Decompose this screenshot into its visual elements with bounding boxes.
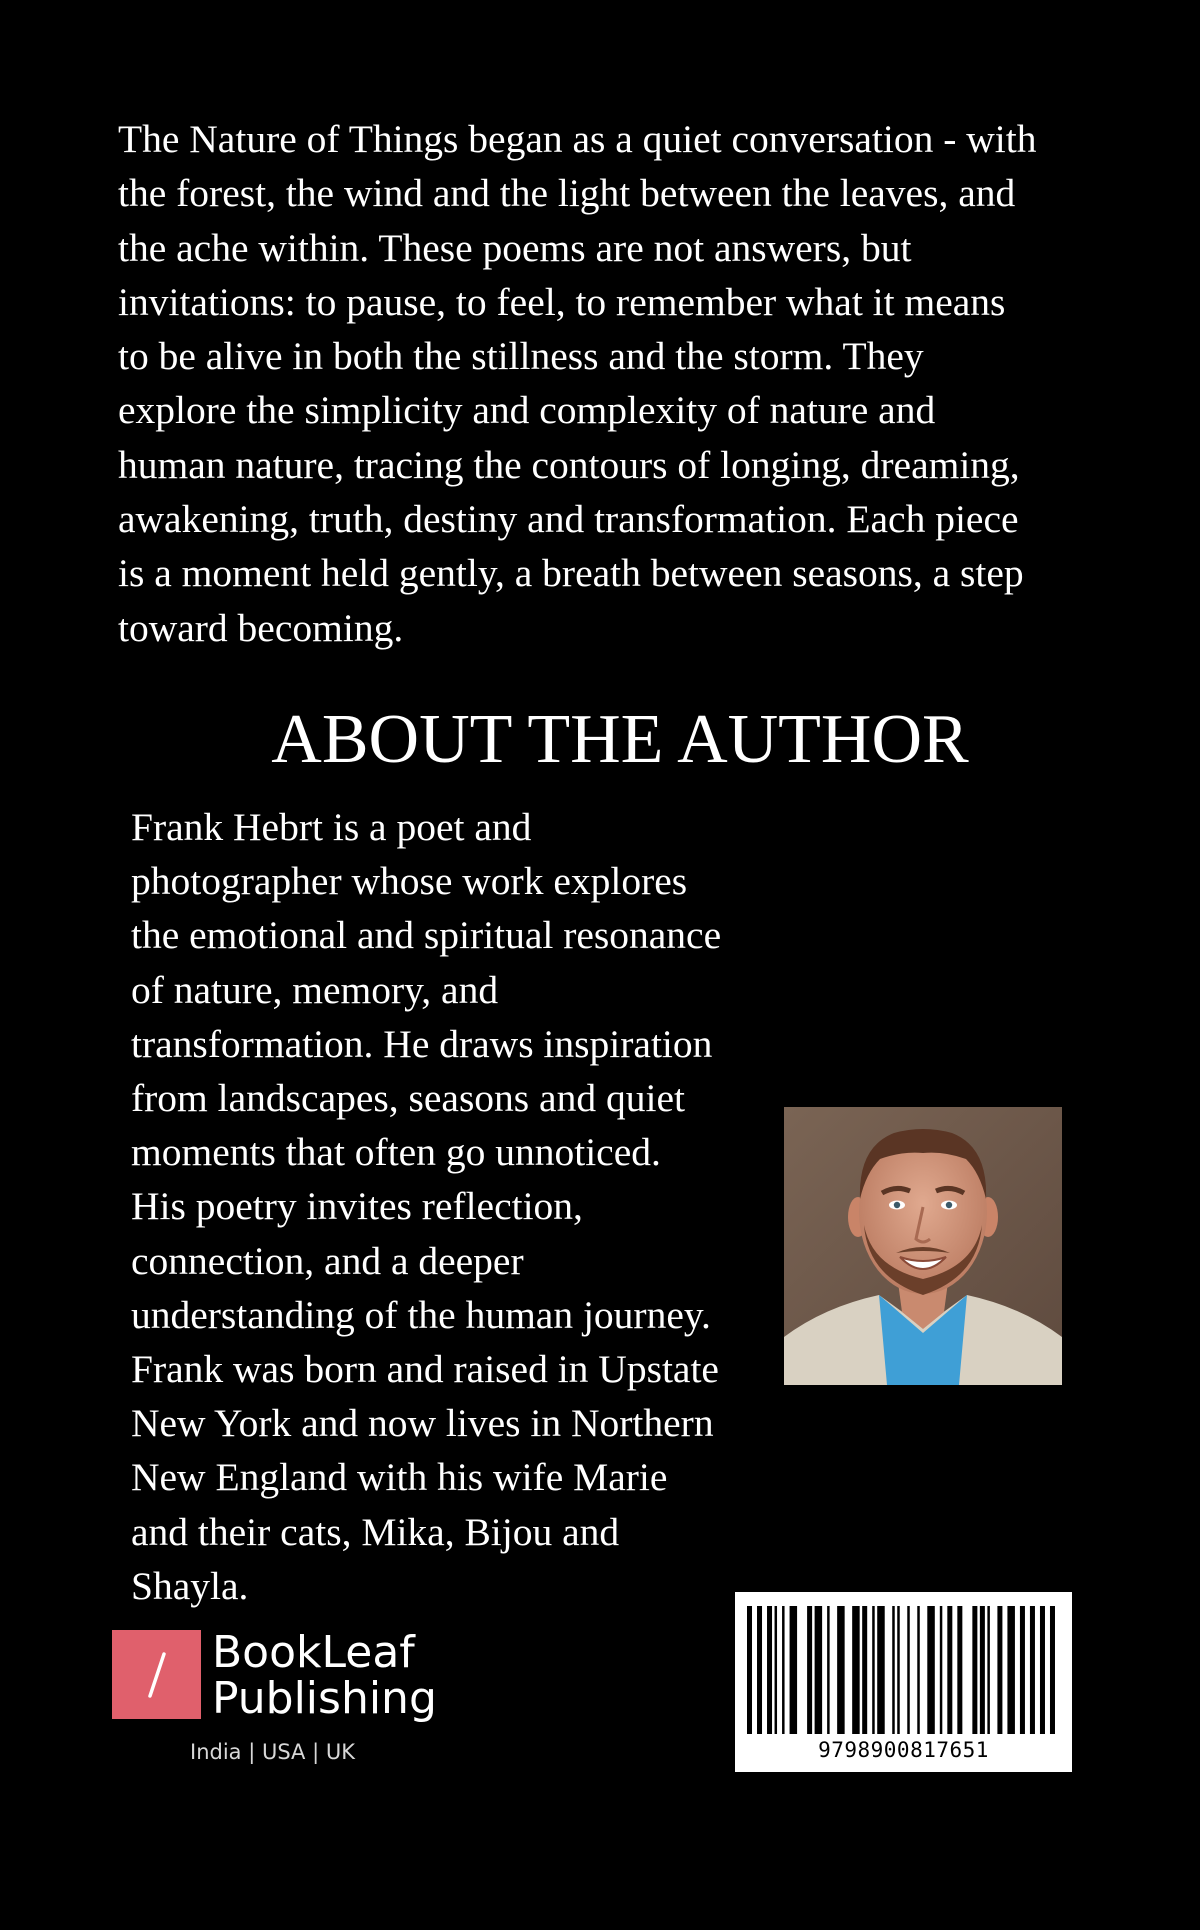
author-portrait-image — [784, 1107, 1062, 1385]
slash-logo-icon — [112, 1630, 201, 1719]
barcode-bar — [957, 1606, 962, 1734]
publisher-logo — [112, 1627, 452, 1770]
barcode-bar — [872, 1606, 875, 1734]
description-line: invitations: to pause, to feel, to remember what it means — [118, 279, 1006, 324]
description-line: toward becoming. — [118, 605, 404, 650]
barcode-bar — [892, 1606, 895, 1734]
barcode-bar — [837, 1606, 845, 1734]
bio-line: moments that often go unnoticed. — [131, 1130, 661, 1175]
author-bio — [131, 800, 791, 1613]
bio-line: understanding of the human journey. — [131, 1292, 711, 1337]
description-line: the ache within. These poems are not answers, but — [118, 225, 912, 270]
bio-line: of nature, memory, and — [131, 967, 499, 1012]
bio-line: Frank was born and raised in Upstate — [131, 1347, 719, 1392]
barcode-bar — [862, 1606, 867, 1734]
bio-line: Shayla. — [131, 1563, 249, 1608]
barcode-bar — [907, 1606, 910, 1734]
barcode-bar — [790, 1606, 798, 1734]
barcode-bar — [877, 1606, 885, 1734]
bio-line: from landscapes, seasons and quiet — [131, 1076, 685, 1121]
book-description — [118, 112, 1098, 655]
description-line: awakening, truth, destiny and transformation. Each piece — [118, 497, 1019, 542]
barcode-bar — [782, 1606, 785, 1734]
barcode-bar — [852, 1606, 860, 1734]
barcode-bar — [917, 1606, 920, 1734]
bio-line: transformation. He draws inspiration — [131, 1021, 713, 1066]
description-line: is a moment held gently, a breath between seasons, a step — [118, 551, 1024, 596]
barcode-bar — [897, 1606, 900, 1734]
barcode-bar — [1050, 1606, 1055, 1734]
isbn-barcode — [735, 1592, 1072, 1772]
barcode-bar — [757, 1606, 762, 1734]
barcode-bars — [747, 1606, 1060, 1734]
barcode-bar — [987, 1606, 990, 1734]
barcode-bar — [980, 1606, 985, 1734]
barcode-bar — [1030, 1606, 1035, 1734]
barcode-bar — [815, 1606, 823, 1734]
barcode-bar — [947, 1606, 952, 1734]
barcode-bar — [1020, 1606, 1025, 1734]
bio-line: the emotional and spiritual resonance — [131, 913, 722, 958]
description-line: the forest, the wind and the light between the leaves, and — [118, 171, 1016, 216]
barcode-bar — [767, 1606, 772, 1734]
barcode-bar — [972, 1606, 977, 1734]
barcode-bar — [1040, 1606, 1045, 1734]
description-line: to be alive in both the stillness and the storm. They — [118, 334, 924, 379]
bio-line: New England with his wife Marie — [131, 1455, 668, 1500]
bio-line: connection, and a deeper — [131, 1238, 524, 1283]
publisher-regions: India | USA | UK — [190, 1740, 355, 1764]
barcode-bar — [807, 1606, 812, 1734]
isbn-number: 9798900817651 — [818, 1738, 989, 1762]
bio-line: and their cats, Mika, Bijou and — [131, 1509, 620, 1554]
description-line: explore the simplicity and complexity of nature and — [118, 388, 936, 433]
barcode-bar — [747, 1606, 752, 1734]
bio-line: New York and now lives in Northern — [131, 1401, 714, 1446]
publisher-name — [212, 1627, 437, 1724]
barcode-bar — [827, 1606, 830, 1734]
barcode-bar — [940, 1606, 943, 1734]
author-photo — [784, 1107, 1062, 1385]
publisher-name-line1: BookLeaf — [212, 1627, 415, 1678]
bio-line: photographer whose work explores — [131, 859, 688, 904]
bio-line: His poetry invites reflection, — [131, 1184, 583, 1229]
description-line: human nature, tracing the contours of longing, dreaming, — [118, 442, 1020, 487]
bio-line: Frank Hebrt is a poet and — [131, 805, 532, 849]
barcode-bar — [1007, 1606, 1015, 1734]
barcode-bar — [927, 1606, 935, 1734]
about-author-heading: ABOUT THE AUTHOR — [271, 701, 969, 778]
publisher-name-line2: Publishing — [212, 1673, 437, 1724]
barcode-bar — [775, 1606, 778, 1734]
barcode-bar — [997, 1606, 1002, 1734]
description-line: The Nature of Things began as a quiet conversation - with — [118, 117, 1037, 161]
